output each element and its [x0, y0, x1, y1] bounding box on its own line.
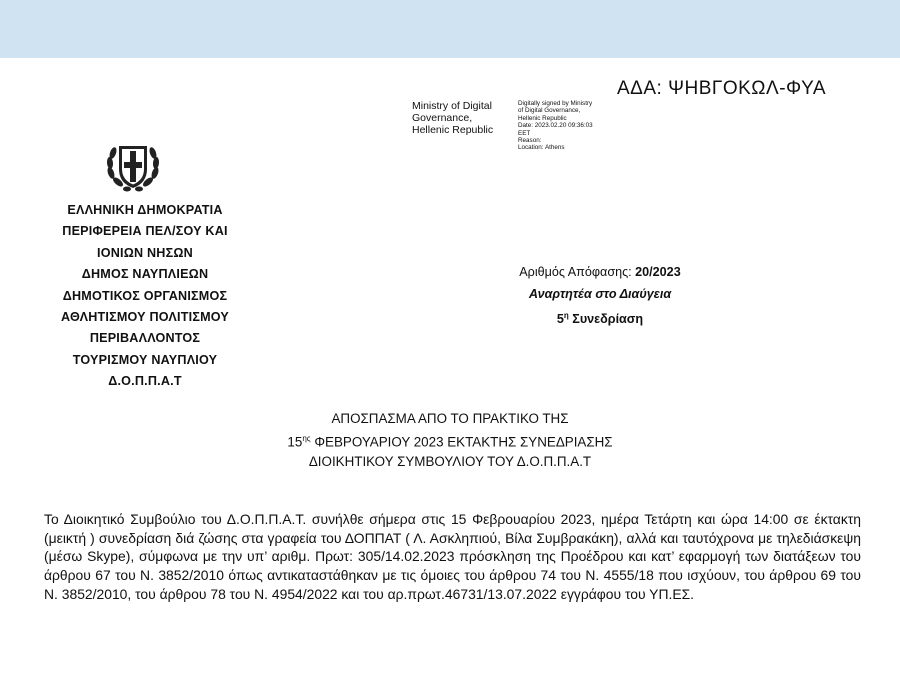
ada-label: ΑΔΑ:	[617, 78, 663, 99]
signer-line: Governance,	[412, 112, 473, 124]
signature-detail-line: Location: Athens	[518, 144, 565, 152]
decision-number	[430, 262, 770, 284]
decision-number-label: Αριθμός Απόφασης:	[519, 265, 632, 279]
title-line: ΑΠΟΣΠΑΣΜΑ ΑΠΟ ΤΟ ΠΡΑΚΤΙΚΟ ΤΗΣ	[331, 411, 569, 426]
authority-line: ΠΕΡΙΒΑΛΛΟΝΤΟΣ	[89, 331, 201, 346]
signature-details	[518, 100, 638, 152]
signature-detail-line: EET	[518, 129, 531, 137]
title-line	[120, 429, 780, 452]
posting-note: Αναρτητέα στο Διαύγεια	[528, 286, 672, 301]
document-page	[0, 58, 900, 686]
title-date-sup: ης	[302, 434, 311, 443]
issuing-authority	[30, 200, 260, 393]
session-num: 5	[556, 312, 564, 327]
ada-value: ΨΗΒΓΟΚΩΛ-ΦΥΑ	[668, 78, 826, 99]
viewer-top-bar	[0, 0, 900, 58]
authority-line: ΙΟΝΙΩΝ ΝΗΣΩΝ	[97, 245, 193, 260]
signature-detail-line: Digitally signed by Ministry	[518, 100, 593, 107]
session-number	[430, 305, 770, 331]
decision-info	[430, 262, 770, 331]
authority-line: ΔΗΜΟΤΙΚΟΣ ΟΡΓΑΝΙΣΜΟΣ	[62, 288, 228, 303]
session-word: Συνεδρίαση	[572, 312, 644, 327]
document-title	[120, 409, 780, 472]
signer-line: Ministry of Digital	[412, 100, 492, 112]
title-line: ΔΙΟΙΚΗΤΙΚΟΥ ΣΥΜΒΟΥΛΙΟΥ ΤΟΥ Δ.Ο.Π.Π.Α.Τ	[308, 454, 592, 470]
authority-line: Δ.Ο.Π.Π.Α.Τ	[108, 374, 182, 389]
signature-signer	[412, 100, 516, 136]
signer-line: Hellenic Republic	[412, 124, 494, 136]
authority-line: ΔΗΜΟΣ ΝΑΥΠΛΙΕΩΝ	[81, 267, 209, 282]
authority-line: ΕΛΛΗΝΙΚΗ ΔΗΜΟΚΡΑΤΙΑ	[67, 203, 223, 217]
signature-detail-line: Hellenic Republic	[518, 114, 567, 122]
decision-number-value: 20/2023	[635, 265, 681, 279]
ada-code	[617, 78, 826, 100]
signature-detail-line: Reason:	[518, 137, 542, 145]
signature-detail-line: Date: 2023.02.20 09:36:03	[518, 122, 593, 130]
body-paragraph: Το Διοικητικό Συμβούλιο του Δ.Ο.Π.Π.Α.Τ. συνήλθε σήμερα στις 15 Φεβρουαρίου 2023, ημέρα Τετάρτη και ώρα 14:00 σε έκτακτη (μεικτή ) συνεδρίαση διά ζώσης στα γραφεία του ΔΟΠΠΑΤ ( Λ. Ασκληπιού, Βίλα Συμβρακάκη), αλλά και ταυτόχρονα με τηλεδιάσκεψη (μέσω Skype), σύμφωνα με την υπ’ αριθμ. Πρωτ: 305/14.02.2023 πρόσκληση της Προέδρου και κατ’ εφαρμογή των διατάξεων του άρθρου 67 του Ν. 3852/2010 όπως αντικαταστάθηκαν με τις όμοιες του άρθρου 74 του Ν. 4555/18 που ισχύουν, του άρθρου 69 του Ν. 3852/2010, του άρθρου 78 του Ν. 4954/2022 και του αρ.πρωτ.46731/13.07.2022 εγγράφου του ΥΠ.ΕΣ.	[44, 511, 861, 602]
coat-of-arms-icon	[103, 137, 163, 197]
authority-line: ΠΕΡΙΦΕΡΕΙΑ ΠΕΛ/ΣΟΥ ΚΑΙ	[62, 224, 228, 239]
signature-detail-line: of Digital Governance,	[518, 107, 581, 115]
title-date-rest: ΦΕΒΡΟΥΑΡΙΟΥ 2023 ΕΚΤΑΚΤΗΣ ΣΥΝΕΔΡΙΑΣΗΣ	[314, 434, 613, 450]
authority-line: ΤΟΥΡΙΣΜΟΥ ΝΑΥΠΛΙΟΥ	[72, 352, 218, 367]
title-date-num: 15	[287, 434, 303, 450]
authority-line: ΑΘΛΗΤΙΣΜΟΥ ΠΟΛΙΤΙΣΜΟΥ	[60, 310, 230, 325]
session-sup: η	[563, 311, 569, 320]
